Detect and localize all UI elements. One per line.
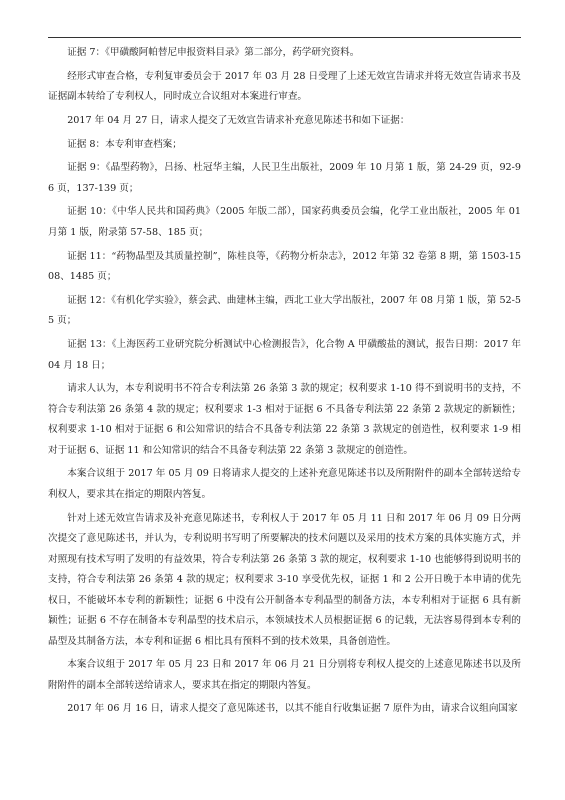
paragraph-patentee-response: 针对上述无效宣告请求及补充意见陈述书，专利权人于 2017 年 05 月 11 日和 2017 年 06 月 09 日分两次提交了意见陈述书，并认为，专利说明书写明了所要解决的技术问题以及采用的技术方案的具体实施方式，并对照现有技术写明了发明的有益效果，符合专利法第 26 条第 3 款的规定，权利要求 1-10 也能够得到说明书的支持，符合专利法第 26 条第 4 款的规定；权利要求 3-10 享受优先权，证据 1 和 2 公开日晚于本申请的优先权日，不能破坏本专利的新颖性；证据 6 中没有公开制备本专利晶型的制备方法，本专利相对于证据 6 具有新颖性；证据 6 不存在制备本专利晶型的技术启示，本领域技术人员根据证据 6 的记载，无法容易得到本专利的晶型及其制备方法，本专利和证据 6 相比具有预料不到的技术效果，具备创造性。	[48, 512, 521, 647]
paragraph-evidence-12: 证据 12：《有机化学实验》，蔡会武、曲建林主编，西北工业大学出版社，2007 年 08 月第 1 版，第 52-55 页；	[48, 294, 521, 327]
paragraph-formal-review: 经形式审查合格，专利复审委员会于 2017 年 03 月 28 日受理了上述无效宣告请求并将无效宣告请求书及证据副本转给了专利权人，同时成立合议组对本案进行审查。	[48, 70, 521, 103]
paragraph-evidence-8: 证据 8：本专利审查档案；	[67, 138, 182, 150]
paragraph-requester-opinion: 请求人认为，本专利说明书不符合专利法第 26 条第 3 款的规定；权利要求 1-10 得不到说明书的支持，不符合专利法第 26 条第 4 款的规定；权利要求 1-3 相对于证据 6 不具备专利法第 22 条第 2 款规定的新颖性；权利要求 1-10 相对于证据 6 和公知常识的结合不具备专利法第 22 条第 3 款规定的创造性，权利要求 1-9 相对于证据 6、证据 11 和公知常识的结合不具备专利法第 22 条第 3 款规定的创造性。	[48, 383, 521, 456]
paragraph-evidence-13: 证据 13：《上海医药工业研究院分析测试中心检测报告》，化合物 A 甲磺酸盐的测试，报告日期：2017 年 04 月 18 日；	[48, 339, 521, 371]
header-rule	[48, 37, 521, 38]
paragraph-forward-to-requester: 本案合议组于 2017 年 05 月 23 日和 2017 年 06 月 21 日分别将专利权人提交的上述意见陈述书以及所附附件的副本全部转送给请求人，要求其在指定的期限内答复。	[48, 659, 521, 691]
paragraph-evidence-7: 证据 7：《甲磺酸阿帕替尼申报资料目录》第二部分，药学研究资料。	[67, 47, 360, 58]
document-body	[48, 43, 521, 723]
paragraph-evidence-11: 证据 11：“药物晶型及其质量控制”，陈桂良等，《药物分析杂志》，2012 年第 32 卷第 8 期，第 1503-1508、1485 页；	[48, 250, 521, 283]
paragraph-requester-statement: 2017 年 06 月 16 日，请求人提交了意见陈述书，以其不能自行收集证据 7 原件为由，请求合议组向国家	[67, 703, 518, 715]
paragraph-forward-to-patentee: 本案合议组于 2017 年 05 月 09 日将请求人提交的上述补充意见陈述书以及所附附件的副本全部转送给专利权人，要求其在指定的期限内答复。	[48, 468, 521, 500]
paragraph-evidence-9: 证据 9：《晶型药物》，吕扬、杜冠华主编，人民卫生出版社，2009 年 10 月第 1 版，第 24-29 页，92-96 页，137-139 页；	[48, 162, 521, 194]
paragraph-evidence-10: 证据 10：《中华人民共和国药典》（2005 年版二部），国家药典委员会编，化学工业出版社，2005 年 01 月第 1 版，附录第 57-58、185 页；	[48, 206, 521, 238]
paragraph-supplementary-submission: 2017 年 04 月 27 日，请求人提交了无效宣告请求补充意见陈述书和如下证据：	[67, 114, 410, 126]
